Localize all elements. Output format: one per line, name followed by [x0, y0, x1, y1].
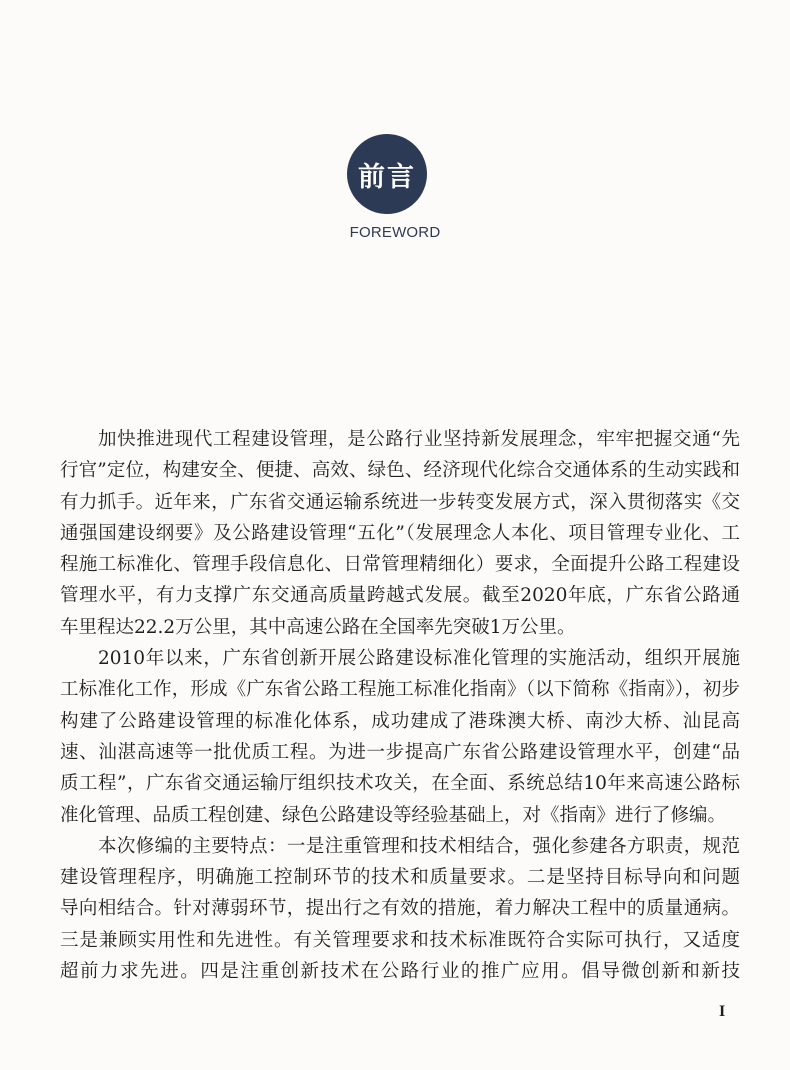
- paragraph-2-line-1: 2010年以来，广东省创新开展公路建设标准化管理的实施活动，组织开展施: [98, 648, 740, 670]
- paragraph-1-line-1: 加快推进现代工程建设管理，是公路行业坚持新发展理念，牢牢把握交通“先: [98, 429, 740, 450]
- paragraph-1-line-3: 有力抓手。近年来，广东省交通运输系统进一步转变发展方式，深入贯彻落实《交: [60, 491, 740, 513]
- title-badge: [347, 134, 427, 214]
- page-number: I: [719, 1003, 726, 1020]
- body-text: [60, 424, 740, 987]
- paragraph-1-line-5: 程施工标准化、管理手段信息化、日常管理精细化）要求，全面提升公路工程建设: [60, 554, 740, 576]
- paragraph-1-line-2: 行官”定位，构建安全、便捷、高效、绿色、经济现代化综合交通体系的生动实践和: [60, 460, 740, 482]
- paragraph-2-line-5: 质工程”，广东省交通运输厅组织技术攻关，在全面、系统总结10年来高速公路标: [60, 773, 740, 795]
- paragraph-2-line-6: 准化管理、品质工程创建、绿色公路建设等经验基础上，对《指南》进行了修编。: [60, 804, 727, 826]
- page-subtitle: FOREWORD: [349, 224, 441, 241]
- paragraph-3-line-5: 超前力求先进。四是注重创新技术在公路行业的推广应用。倡导微创新和新技: [60, 961, 740, 983]
- paragraph-1-line-7: 车里程达22.2万公里，其中高速公路在全国率先突破1万公里。: [60, 616, 576, 638]
- paragraph-2-line-2: 工标准化工作，形成《广东省公路工程施工标准化指南》（以下简称《指南》），初步: [60, 679, 740, 701]
- paragraph-3-line-1: 本次修编的主要特点：一是注重管理和技术相结合，强化参建各方职责，规范: [98, 835, 740, 857]
- page-title: 前言: [358, 161, 416, 193]
- paragraph-3-line-4: 三是兼顾实用性和先进性。有关管理要求和技术标准既符合实际可执行，又适度: [60, 929, 740, 951]
- paragraph-1-line-4: 通强国建设纲要》及公路建设管理“五化”（发展理念人本化、项目管理专业化、工: [60, 522, 740, 544]
- paragraph-2-line-4: 速、汕湛高速等一批优质工程。为进一步提高广东省公路建设管理水平，创建“品: [60, 741, 740, 763]
- paragraph-1-line-6: 管理水平，有力支撑广东交通高质量跨越式发展。截至2020年底，广东省公路通: [60, 585, 740, 607]
- paragraph-2-line-3: 构建了公路建设管理的标准化体系，成功建成了港珠澳大桥、南沙大桥、汕昆高: [60, 710, 740, 732]
- paragraph-3-line-3: 导向相结合。针对薄弱环节，提出行之有效的措施，着力解决工程中的质量通病。: [60, 898, 740, 920]
- paragraph-3-line-2: 建设管理程序，明确施工控制环节的技术和质量要求。二是坚持目标导向和问题: [60, 867, 740, 889]
